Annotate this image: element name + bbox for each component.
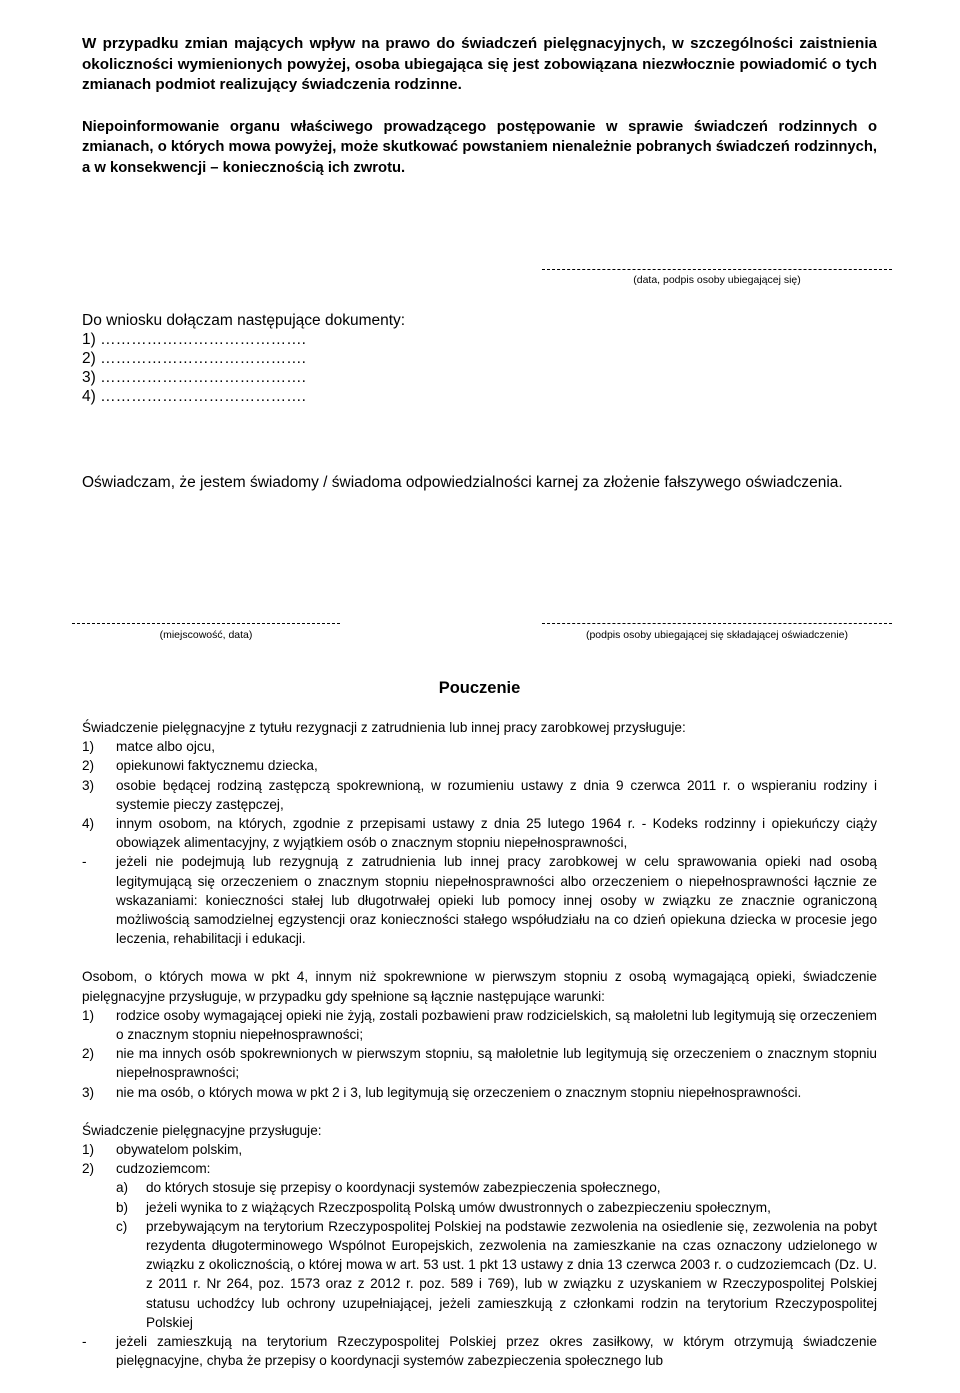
list-text: jeżeli zamieszkują na terytorium Rzeczypospolitej Polskiej przez okres zasiłkowy, w którym otrzymują świadczenie pielęgnacyjne, chyba że przepisy o koordynacji systemów zabezpieczenia społecznego lub bbox=[116, 1334, 877, 1369]
pouczenie-intro-3: Świadczenie pielęgnacyjne przysługuje: bbox=[82, 1122, 322, 1138]
list-text: jeżeli nie podejmują lub rezygnują z zatrudnienia lub innej pracy zarobkowej w celu sprawowania opieki nad osobą legitymującą się orzeczeniem o znacznym stopniu niepełnosprawności albo orzeczeniem o niepełnosprawności łącznie ze wskazaniami: konieczności stałej lub długotrwałej opieki lub pomocy innej osoby w związku ze znacznie ograniczoną możliwością samodzielnej egzystencji oraz konieczności stałego współudziału na co dzień opiekuna dziecka w procesie jego leczenia, rehabilitacji i edukacji. bbox=[116, 854, 877, 947]
list-text: opiekunowi faktycznemu dziecka, bbox=[116, 758, 318, 774]
list-item bbox=[82, 776, 877, 814]
spacer bbox=[82, 948, 877, 967]
list-item bbox=[82, 1332, 877, 1370]
list-number: 3) bbox=[82, 777, 95, 793]
list-number: 1) bbox=[82, 739, 95, 755]
list-item bbox=[82, 1006, 877, 1044]
list-text: matce albo ojcu, bbox=[116, 739, 215, 755]
list-number: 3) bbox=[82, 1084, 95, 1100]
list-text: nie ma innych osób spokrewnionych w pierwszym stopniu, są małoletnie lub legitymują się orzeczeniem o znacznym stopniu niepełnosprawności; bbox=[116, 1046, 877, 1081]
list-number: 1) bbox=[82, 1007, 95, 1023]
list-item bbox=[82, 756, 877, 775]
signature-line-bottom[interactable] bbox=[542, 623, 892, 624]
intro-paragraph-1: W przypadku zmian mających wpływ na prawo do świadczeń pielęgnacyjnych, w szczególności zaistnienia okoliczności wymienionych powyżej, osoba ubiegająca się jest zobowiązana niezwłocznie powiadomić o tych zmianach podmiot realizujący świadczenia rodzinne. bbox=[82, 35, 877, 93]
sub-list-item bbox=[82, 1198, 877, 1217]
sub-list-letter: a) bbox=[116, 1180, 129, 1196]
list-text: osobie będącej rodziną zastępczą spokrewnioną, w rozumieniu ustawy z dnia 9 czerwca 2011 r. o wspieraniu rodziny i systemie pieczy zastępczej, bbox=[116, 777, 877, 812]
list-text: obywatelom polskim, bbox=[116, 1142, 243, 1158]
place-date-line[interactable] bbox=[72, 623, 340, 624]
sub-list-item bbox=[82, 1217, 877, 1332]
list-number: 2) bbox=[82, 1161, 95, 1177]
pouczenie-title: Pouczenie bbox=[438, 679, 521, 697]
signature-caption-top: (data, podpis osoby ubiegającej się) bbox=[633, 274, 801, 286]
sub-list-text: do których stosuje się przepisy o koordynacji systemów zabezpieczenia społecznego, bbox=[146, 1180, 661, 1196]
signature-caption-bottom: (podpis osoby ubiegającej się składającej oświadczenie) bbox=[585, 629, 849, 641]
spacer bbox=[82, 1102, 877, 1121]
list-text: cudzoziemcom: bbox=[116, 1161, 211, 1177]
place-date-block bbox=[72, 623, 340, 641]
list-number: 2) bbox=[82, 1046, 95, 1062]
document-item-4[interactable]: 4) …………………………………. bbox=[82, 388, 306, 405]
sub-list-text: jeżeli wynika to z wiążących Rzeczpospolitą Polską umów dwustronnych o zabezpieczeniu społecznym, bbox=[146, 1199, 771, 1215]
intro-paragraph-2: Niepoinformowanie organu właściwego prowadzącego postępowanie w sprawie świadczeń rodzinnych o zmianach, o których mowa powyżej, może skutkować powstaniem nienależnie pobranych świadczeń rodzinnych, a w konsekwencji – koniecznością ich zwrotu. bbox=[82, 118, 877, 176]
list-bullet: - bbox=[82, 1334, 87, 1350]
list-text: innym osobom, na których, zgodnie z przepisami ustawy z dnia 25 lutego 1964 r. - Kodeks rodzinny i opiekuńczy ciąży obowiązek alimentacyjny, z wyjątkiem osób o znacznym stopniu niepełnosprawności, bbox=[116, 816, 877, 851]
pouczenie-intro-2: Osobom, o których mowa w pkt 4, innym niż spokrewnione w pierwszym stopniu z osobą wymagającą opieki, świadczenie pielęgnacyjne przysługuje, w przypadku gdy spełnione są łącznie następujące warunki: bbox=[82, 969, 877, 1004]
list-text: nie ma osób, o których mowa w pkt 2 i 3, lub legitymują się orzeczeniem o znacznym stopniu niepełnosprawności. bbox=[116, 1084, 802, 1100]
list-item bbox=[82, 737, 877, 756]
list-number: 2) bbox=[82, 758, 95, 774]
signature-line-top[interactable] bbox=[542, 269, 892, 270]
list-item bbox=[82, 852, 877, 948]
list-number: 4) bbox=[82, 816, 95, 832]
signature-block-bottom bbox=[542, 623, 892, 641]
pouczenie-section bbox=[82, 718, 877, 1371]
document-item-1[interactable]: 1) …………………………………. bbox=[82, 331, 306, 348]
document-item-2[interactable]: 2) …………………………………. bbox=[82, 350, 306, 367]
list-number: 1) bbox=[82, 1142, 95, 1158]
attached-documents bbox=[82, 311, 405, 406]
list-item bbox=[82, 1083, 877, 1102]
sub-list-item bbox=[82, 1178, 877, 1197]
sub-list-letter: b) bbox=[116, 1199, 129, 1215]
pouczenie-intro: Świadczenie pielęgnacyjne z tytułu rezygnacji z zatrudnienia lub innej pracy zarobkowej przysługuje: bbox=[82, 720, 686, 735]
document-page bbox=[82, 34, 877, 1369]
place-date-caption: (miejscowość, data) bbox=[159, 629, 253, 641]
list-item bbox=[82, 814, 877, 852]
sub-list-letter: c) bbox=[116, 1218, 128, 1234]
list-text: rodzice osoby wymagającej opieki nie żyją, zostali pozbawieni praw rodzicielskich, są małoletni lub legitymują się orzeczeniem o znacznym stopniu niepełnosprawności; bbox=[116, 1007, 877, 1043]
list-bullet: - bbox=[82, 854, 87, 870]
sub-list-text: przebywającym na terytorium Rzeczypospolitej Polskiej na podstawie zezwolenia na osiedlenie się, zezwolenia na pobyt rezydenta długoterminowego Wspólnot Europejskich, zezwolenia na zamieszkanie na czas oznaczony udzielonego w związku z okolicznością, o której mowa w art. 53 ust. 1 pkt 13 ustawy z dnia 13 czerwca 2003 r. o cudzoziemcach (Dz. U. z 2011 r. Nr 264, poz. 1573 oraz z 2012 r. poz. 589 i 769), lub w związku z uzyskaniem w Rzeczypospolitej Polskiej statusu uchodźcy lub ochrony uzupełniającej, jeżeli zamieszkują z członkami rodzin na terytorium Rzeczypospolitej Polskiej bbox=[146, 1218, 877, 1330]
list-item bbox=[82, 1159, 877, 1178]
list-item bbox=[82, 1044, 877, 1082]
list-item bbox=[82, 1140, 877, 1159]
signature-block-top bbox=[542, 269, 892, 286]
documents-heading: Do wniosku dołączam następujące dokumenty: bbox=[82, 312, 406, 329]
document-item-3[interactable]: 3) …………………………………. bbox=[82, 369, 306, 386]
statement: Oświadczam, że jestem świadomy / świadoma odpowiedzialności karnej za złożenie fałszywego oświadczenia. bbox=[82, 474, 843, 491]
